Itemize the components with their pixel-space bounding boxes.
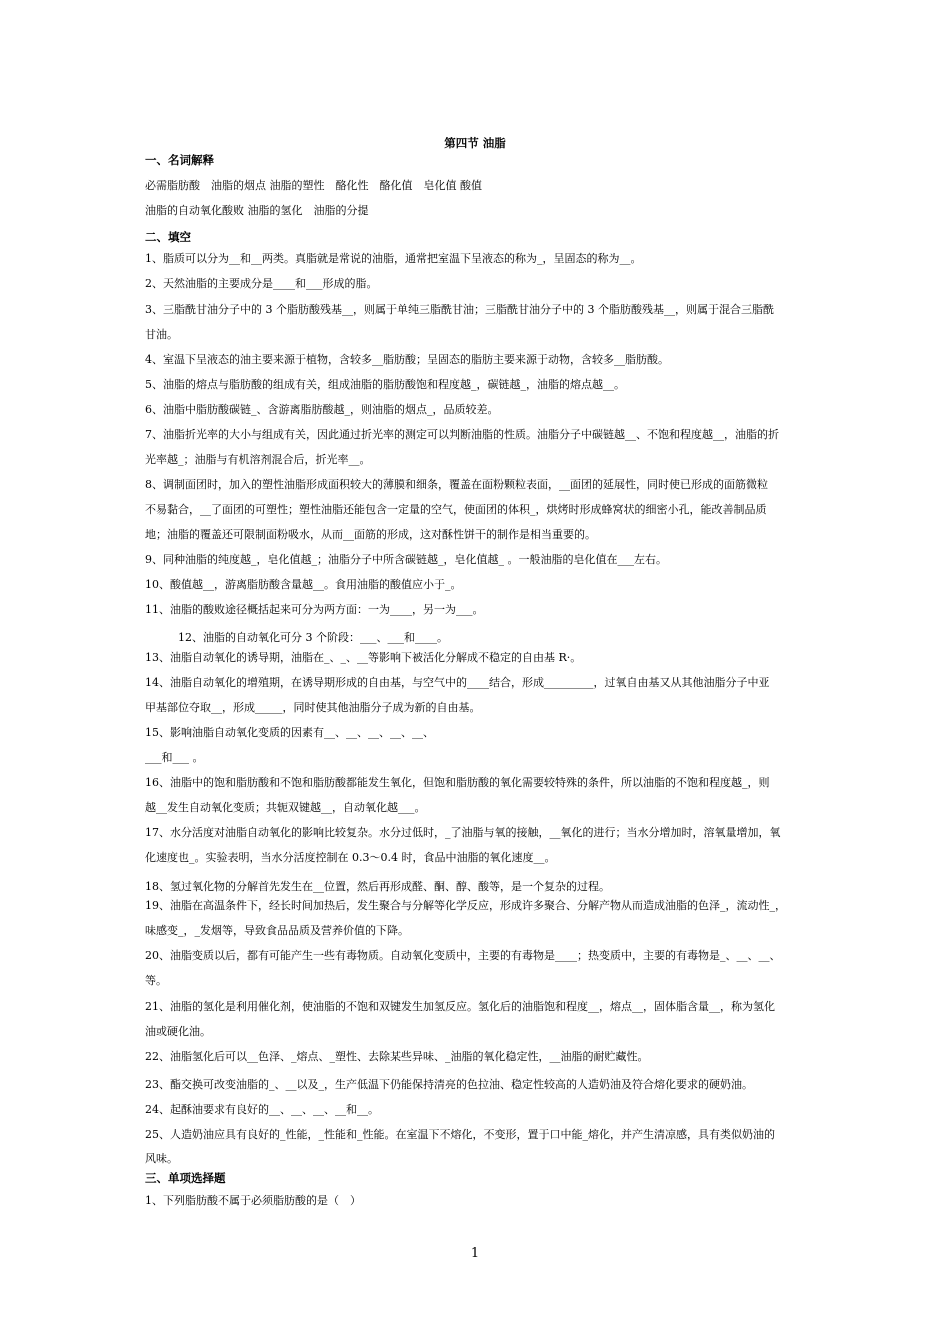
fill-line: 7、油脂折光率的大小与组成有关，因此通过折光率的测定可以判断油脂的性质。油脂分子中碳链越__、不饱和程度越__，油脂的折 [145,428,779,441]
fill-line: 5、油脂的熔点与脂肪酸的组成有关，组成油脂的脂肪酸饱和程度越_，碳链越_，油脂的熔点越__。 [145,378,625,391]
fill-line: 19、油脂在高温条件下，经长时间加热后，发生聚合与分解等化学反应，形成许多聚合、分解产物从而造成油脂的色泽_，流动性_， [145,899,786,912]
fill-line: 甘油。 [145,328,178,341]
fill-line: 等。 [145,974,167,987]
fill-line: 不易黏合，__了面团的可塑性；塑性油脂还能包含一定量的空气，使面团的体积_，烘烤时形成蜂窝状的细密小孔，能改善制品质 [145,503,767,516]
fill-line: 油或硬化油。 [145,1025,211,1038]
fill-line: 地；油脂的覆盖还可限制面粉吸水，从而__面筋的形成，这对酥性饼干的制作是相当重要的。 [145,528,596,541]
fill-line: 20、油脂变质以后，都有可能产生一些有毒物质。自动氧化变质中，主要的有毒物是____；热变质中，主要的有毒物是_、__、__、 [145,949,781,962]
section-heading-fill: 二、填空 [145,230,191,244]
fill-line: 24、起酥油要求有良好的__、__、__、__和__。 [145,1103,379,1116]
fill-line: 11、油脂的酸败途径概括起来可分为两方面：一为____，另一为___。 [145,603,484,616]
fill-line: 4、室温下呈液态的油主要来源于植物，含较多__脂肪酸；呈固态的脂肪主要来源于动物，含较多__脂肪酸。 [145,353,669,366]
fill-line: 21、油脂的氢化是利用催化剂，使油脂的不饱和双键发生加氢反应。氢化后的油脂饱和程度__，熔点__，固体脂含量__，称为氢化 [145,1000,775,1013]
fill-line: 味感变_，_发烟等，导致食品品质及营养价值的下降。 [145,924,409,937]
fill-line: 越__发生自动氧化变质；共轭双键越__，自动氧化越___。 [145,801,426,814]
fill-line: ___和___ 。 [145,751,204,764]
fill-line: 光率越_；油脂与有机溶剂混合后，折光率__。 [145,453,371,466]
fill-line: 甲基部位夺取__，形成_____，同时使其他油脂分子成为新的自由基。 [145,701,481,714]
fill-line: 2、天然油脂的主要成分是____和___形成的脂。 [145,277,378,290]
section-heading-choice: 三、单项选择题 [145,1171,226,1185]
fill-line: 22、油脂氢化后可以__色泽、_熔点、_塑性、去除某些异味、_油脂的氧化稳定性，__油脂的耐贮藏性。 [145,1050,649,1063]
fill-line: 23、酯交换可改变油脂的_、__以及_，生产低温下仍能保持清亮的色拉油、稳定性较高的人造奶油及符合熔化要求的硬奶油。 [145,1078,753,1091]
fill-line: 13、油脂自动氧化的诱导期，油脂在_、_、__等影响下被活化分解成不稳定的自由基 R·。 [145,651,582,664]
fill-line: 化速度也_。实验表明，当水分活度控制在 0.3～0.4 时，食品中油脂的氧化速度__。 [145,851,556,864]
fill-line: 12、油脂的自动氧化可分 3 个阶段：___、___和____。 [178,631,448,644]
fill-line: 9、同种油脂的纯度越_，皂化值越_；油脂分子中所含碳链越_，皂化值越_ 。一般油脂的皂化值在___左右。 [145,553,667,566]
fill-line: 风味。 [145,1152,178,1165]
fill-line: 16、油脂中的饱和脂肪酸和不饱和脂肪酸都能发生氧化，但饱和脂肪酸的氧化需要较特殊的条件，所以油脂的不饱和程度越_，则 [145,776,770,789]
fill-line: 14、油脂自动氧化的增殖期，在诱导期形成的自由基，与空气中的____结合，形成_________，过氧自由基又从其他油脂分子中亚 [145,676,770,689]
fill-line: 3、三脂酰甘油分子中的 3 个脂肪酸残基__，则属于单纯三脂酰甘油；三脂酰甘油分子中的 3 个脂肪酸残基__，则属于混合三脂酰 [145,303,774,316]
fill-line: 1、脂质可以分为__和__两类。真脂就是常说的油脂，通常把室温下呈液态的称为_，呈固态的称为__。 [145,252,642,265]
fill-line: 15、影响油脂自动氧化变质的因素有__、__、__、__、__、 [145,726,434,739]
terms-line: 油脂的自动氧化酸败 油脂的氢化 油脂的分提 [145,204,369,217]
fill-line: 6、油脂中脂肪酸碳链_、含游离脂肪酸越_，则油脂的烟点_，品质较差。 [145,403,499,416]
section-heading-terms: 一、名词解释 [145,153,214,167]
fill-line: 25、人造奶油应具有良好的_性能，_性能和_性能。在室温下不熔化，不变形，置于口中能_熔化，并产生清凉感，具有类似奶油的 [145,1128,775,1141]
fill-line: 8、调制面团时，加入的塑性油脂形成面积较大的薄膜和细条，覆盖在面粉颗粒表面，__面团的延展性，同时使已形成的面筋微粒 [145,478,768,491]
fill-line: 10、酸值越__，游离脂肪酸含量越__。食用油脂的酸值应小于_。 [145,578,462,591]
fill-line: 17、水分活度对油脂自动氧化的影响比较复杂。水分过低时，_了油脂与氧的接触，__氧化的进行；当水分增加时，溶氧量增加，氧 [145,826,781,839]
choice-line: 1、下列脂肪酸不属于必须脂肪酸的是（ ） [145,1194,361,1207]
page-number: 1 [470,1246,480,1261]
terms-line: 必需脂肪酸 油脂的烟点 油脂的塑性 酪化性 酪化值 皂化值 酸值 [145,179,482,192]
page-title: 第四节 油脂 [444,136,506,150]
fill-line: 18、氢过氧化物的分解首先发生在__位置，然后再形成醛、酮、醇、酸等，是一个复杂的过程。 [145,880,610,893]
